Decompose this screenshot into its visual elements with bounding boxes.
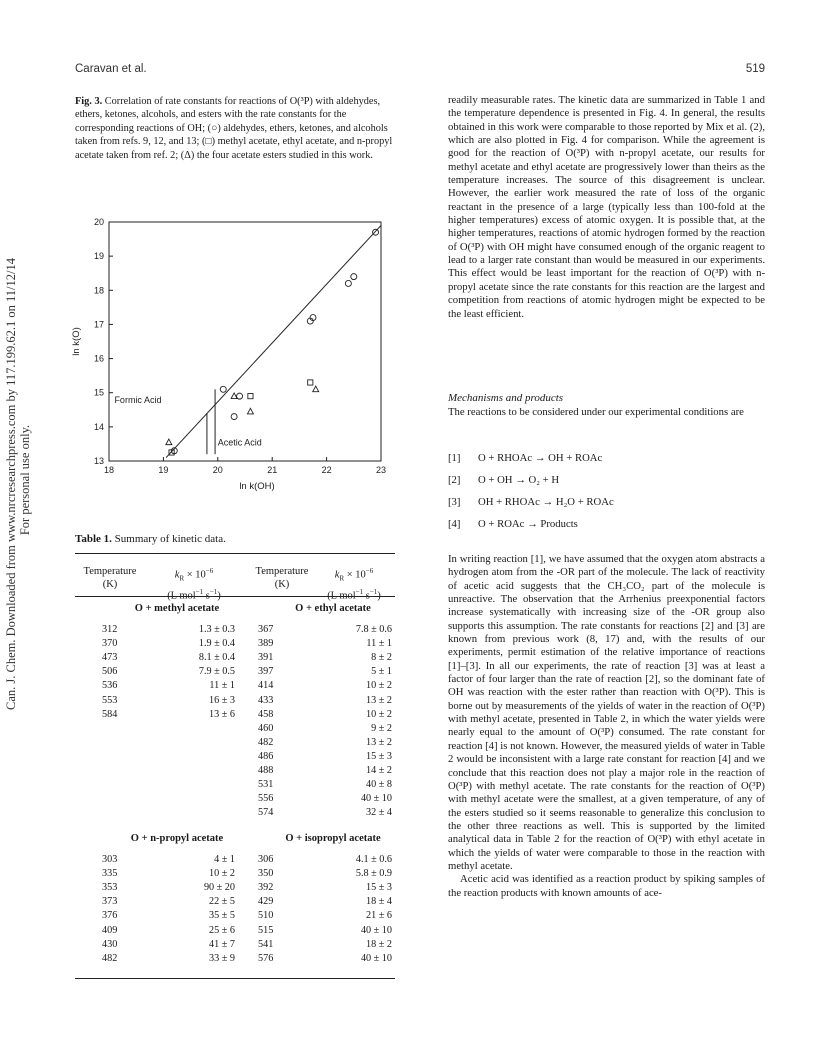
table-cell-temperature: 303 <box>102 854 118 865</box>
table-cell-rate: 9 ± 2 <box>371 722 392 734</box>
data-point-circle <box>345 280 351 286</box>
y-tick-label: 17 <box>93 319 104 330</box>
table-cell-temperature: 574 <box>258 807 274 819</box>
table-cell-temperature: 473 <box>102 652 118 664</box>
table-cell-rate: 15 ± 3 <box>366 750 392 762</box>
y-tick-label: 19 <box>93 251 104 262</box>
table-cell-temperature: 486 <box>258 750 274 762</box>
download-watermark <box>4 250 44 710</box>
table-cell-rate: 25 ± 6 <box>209 924 235 936</box>
data-point-circle <box>220 386 226 392</box>
table-cell-rate: 18 ± 4 <box>366 896 392 908</box>
table-cell-temperature: 510 <box>258 910 274 922</box>
section-heading <box>448 392 563 404</box>
table-header <box>75 559 395 602</box>
table-cell-temperature: 584 <box>102 708 118 720</box>
x-axis-label: ln k(OH) <box>239 481 275 492</box>
section-intro: The reactions to be considered under our experimental conditions are <box>448 406 744 418</box>
table-cell-temperature: 458 <box>258 708 274 720</box>
table-section-title: O + ethyl acetate <box>295 603 371 614</box>
data-point-square <box>248 394 253 399</box>
paragraph-3: Acetic acid was identified as a reaction product by spiking samples of the reaction products with known amounts of ace- <box>448 873 765 899</box>
data-point-square <box>308 380 313 385</box>
right-column-paragraph-1 <box>448 94 765 321</box>
table-cell-temperature: 392 <box>258 882 274 894</box>
table-cell-rate: 35 ± 5 <box>209 910 235 922</box>
table-cell-temperature: 506 <box>102 666 118 678</box>
table-cell-rate: 40 ± 10 <box>360 924 392 936</box>
y-tick-label: 14 <box>93 421 104 432</box>
table-cell-rate: 7.9 ± 0.5 <box>198 666 235 678</box>
table-cell-rate: 11 ± 1 <box>209 680 235 692</box>
header-kr-left: $k_R \times 10^{-6}$ (L mol$^{-1}$ $s^{-1}$) <box>167 567 221 602</box>
table-section-title: O + isopropyl acetate <box>285 833 381 844</box>
table-cell-temperature: 335 <box>102 868 118 880</box>
table-cell-rate: 40 ± 8 <box>366 779 392 791</box>
reaction-2: [2] O + OH → O₂ + H <box>448 474 560 486</box>
header-temperature-right: Temperature (K) <box>255 566 309 590</box>
y-tick-label: 16 <box>93 353 104 364</box>
table-cell-rate: 32 ± 4 <box>366 807 392 819</box>
plot-frame <box>109 222 381 461</box>
y-tick-label: 20 <box>93 217 104 227</box>
running-header-authors: Caravan et al. <box>75 63 147 75</box>
table-cell-temperature: 397 <box>258 666 274 678</box>
table-cell-temperature: 460 <box>258 722 274 734</box>
watermark-line-2: For personal use only. <box>18 424 32 536</box>
table-cell-temperature: 376 <box>102 910 118 922</box>
reaction-3: [3] OH + RHOAc → H₂O + ROAc <box>448 496 614 508</box>
reaction-1: [1] O + RHOAc → OH + ROAc <box>448 452 603 464</box>
table-cell-rate: 10 ± 2 <box>366 708 392 720</box>
table-cell-rate: 7.8 ± 0.6 <box>355 624 392 635</box>
figure-caption <box>75 95 395 162</box>
table-cell-temperature: 409 <box>102 924 118 936</box>
table-caption <box>75 533 226 545</box>
table-cell-temperature: 433 <box>258 694 274 706</box>
table-cell-rate: 41 ± 7 <box>209 938 235 950</box>
data-point-triangle <box>166 439 172 445</box>
table-cell-temperature: 553 <box>102 694 118 706</box>
table-cell-rate: 11 ± 1 <box>366 638 392 650</box>
table-cell-temperature: 482 <box>258 736 274 748</box>
running-header <box>75 63 765 79</box>
y-axis-label: ln k(O) <box>71 327 82 356</box>
table-cell-temperature: 389 <box>258 638 274 650</box>
y-tick-label: 15 <box>93 387 104 398</box>
x-tick-label: 22 <box>321 465 332 475</box>
page-number: 519 <box>745 63 765 75</box>
table-cell-rate: 40 ± 10 <box>360 952 392 964</box>
table-cell-temperature: 531 <box>258 779 274 791</box>
table-cell-rate: 22 ± 5 <box>209 896 235 908</box>
table-cell-rate: 4.1 ± 0.6 <box>355 854 392 865</box>
table-cell-rate: 14 ± 2 <box>366 765 392 776</box>
figure-plot <box>56 185 396 505</box>
data-point-circle <box>351 274 357 280</box>
table-cell-temperature: 391 <box>258 652 274 664</box>
table-cell-rate: 16 ± 3 <box>209 694 235 706</box>
x-tick-label: 18 <box>103 465 115 475</box>
table-cell-temperature: 312 <box>102 624 118 635</box>
table-cell-rate: 8.1 ± 0.4 <box>198 652 235 664</box>
table-cell-temperature: 576 <box>258 952 274 964</box>
table-cell-rate: 10 ± 2 <box>209 868 235 880</box>
data-point-triangle <box>313 386 319 392</box>
table-cell-rate: 33 ± 9 <box>209 952 235 964</box>
table-cell-temperature: 373 <box>102 896 118 908</box>
paragraph-2: In writing reaction [1], we have assumed that the oxygen atom abstracts a hydrogen atom from the -OR part of the molecule. The lack of reactivity of acetic acid suggests that the CH₃CO₂ part of the molecule is unreactive. The observation that the Arrhenius preexponential factors increase systematically with increasing size of the -OR group also supports this assumption. The rate constants for reactions [2] and [3] are known from previous work (8, 17) and, with the results of our experiments, permit estimation of the relative importance of reactions [1]–[3]. In all our experiments, the rate of reaction [3] was at least a factor of four larger than the rate of reaction [2], so the dominant fate of OH was reaction with the ester rather than reaction with O(³P). This is borne out by measurements of the yields of water in the reaction of O(³P) with methyl acetate, presented in Table 2, in which the water yields were nearly equal to the amount of O(³P) consumed. The rate constant for reaction [4] is not known. However, the measured yields of water in Table 2 would be inconsistent with a large rate constant for reaction [4] and we conclude that this reaction does not play a major role in the reaction of O(³P) with methyl acetate. The rate constants for the reaction of O(³P) with methyl acetate were the smallest, at a given temperature, of any of the esters studied so it seems reasonable to generalize this conclusion to the other three reactions as well. This is supported by the limited analytical data in Table 2 for the reaction of O(³P) with ethyl acetate in which the yields of water were comparable to those in the reaction with methyl acetate. <box>448 553 765 872</box>
table-cell-rate: 10 ± 2 <box>366 680 392 692</box>
table-cell-temperature: 306 <box>258 854 274 865</box>
table-cell-rate: 15 ± 3 <box>366 882 392 894</box>
table-cell-temperature: 370 <box>102 638 118 650</box>
table-cell-rate: 13 ± 2 <box>366 736 392 748</box>
table-cell-rate: 21 ± 6 <box>366 910 392 922</box>
y-tick-label: 13 <box>93 456 104 466</box>
table-cell-temperature: 541 <box>258 938 274 950</box>
reaction-4: [4] O + ROAc → Products <box>448 518 578 530</box>
table-cell-temperature: 353 <box>102 882 118 894</box>
x-tick-label: 20 <box>212 465 223 475</box>
table-cell-temperature: 556 <box>258 793 274 805</box>
data-point-circle <box>373 229 379 235</box>
table-cell-rate: 4 ± 1 <box>214 854 235 865</box>
table-label: Table 1. <box>75 533 112 545</box>
table-cell-rate: 5.8 ± 0.9 <box>355 868 392 880</box>
scatter-plot <box>56 185 396 505</box>
x-tick-label: 23 <box>375 465 387 475</box>
data-point-triangle <box>247 408 253 414</box>
table-cell-rate: 1.9 ± 0.4 <box>198 638 235 650</box>
table-cell-temperature: 515 <box>258 924 274 936</box>
table-cell-rate: 5 ± 1 <box>371 666 392 678</box>
figure-caption-text: Correlation of rate constants for reactions of O(³P) with aldehydes, ethers, ketones, alcohols, and esters with the rate constants for the corresponding reactions of OH; (○) aldehydes, ethers, ketones, and alcohols taken from refs. 9, 12, and 13; (□) methyl acetate, ethyl acetate, and n-propyl acetate taken from ref. 2; (Δ) the four acetate esters studied in this work. <box>75 96 393 161</box>
header-kr-right: $k_R \times 10^{-6}$ (L mol$^{-1}$ $s^{-1}$) <box>327 567 381 602</box>
watermark-line-1: Can. J. Chem. Downloaded from www.nrcresearchpress.com by 117.199.62.1 on 11/12/14 <box>4 258 18 710</box>
x-tick-label: 21 <box>267 465 278 475</box>
table-section-title: O + methyl acetate <box>134 603 220 614</box>
fit-line <box>166 225 381 457</box>
y-tick-label: 18 <box>93 285 104 296</box>
table-bottom-rule <box>75 978 395 979</box>
header-temperature-left: Temperature (K) <box>83 566 137 590</box>
table-cell-rate: 18 ± 2 <box>366 938 392 950</box>
table-cell-temperature: 488 <box>258 765 274 776</box>
table-cell-temperature: 414 <box>258 680 274 692</box>
x-tick-label: 19 <box>158 465 169 475</box>
table-section-title: O + n-propyl acetate <box>130 833 224 844</box>
table-caption-text: Summary of kinetic data. <box>114 533 226 545</box>
table-cell-temperature: 429 <box>258 896 274 908</box>
figure-label: Fig. 3. <box>75 96 103 107</box>
table-cell-rate: 8 ± 2 <box>371 652 392 664</box>
table-header-rule <box>75 596 395 597</box>
table-cell-rate: 40 ± 10 <box>360 793 392 805</box>
data-point-circle <box>231 414 237 420</box>
table-cell-temperature: 482 <box>102 952 118 964</box>
table-cell-rate: 13 ± 2 <box>366 694 392 706</box>
right-column-paragraph-2 <box>448 553 765 900</box>
paragraph-1: readily measurable rates. The kinetic data are summarized in Table 1 and the temperature dependence is presented in Fig. 4. In general, the results obtained in this work were comparable to those reported by Mix et al. (2), which are also plotted in Fig. 4 for comparison. While the agreement is good for the reaction of O(³P) with n-propyl acetate, our results for methyl acetate and ethyl acetate are progressively lower than theirs as the temperature increases. The source of this disagreement is unclear. However, the earlier work measured the rate of loss of the organic reactant in the presence of a large (typically less than 100-fold at the higher temperatures) excess of atomic oxygen. It is possible that, at the higher temperatures, reactions of atomic hydrogen formed by the reaction of O(³P) with OH might have consumed enough of the organic reagent to lead to a larger rate constant than would be measured in our experiments. This effect would be least important for the reaction of O(³P) with n-propyl acetate since the rate constants for this reaction are the largest and competition from reactions of atomic hydrogen might be expected to be the least efficient. <box>448 94 765 320</box>
table-cell-rate: 1.3 ± 0.3 <box>198 624 235 635</box>
table-cell-temperature: 536 <box>102 680 118 692</box>
annotation-formic-acid: Formic Acid <box>114 394 162 405</box>
table-cell-rate: 13 ± 6 <box>209 708 235 720</box>
table-top-rule <box>75 553 395 554</box>
annotation-acetic-acid: Acetic Acid <box>217 437 262 448</box>
section-title: Mechanisms and products <box>448 392 564 404</box>
table-cell-temperature: 367 <box>258 624 274 635</box>
table-cell-rate: 90 ± 20 <box>203 882 235 894</box>
table-cell-temperature: 350 <box>258 868 274 880</box>
table-cell-temperature: 430 <box>102 938 118 950</box>
